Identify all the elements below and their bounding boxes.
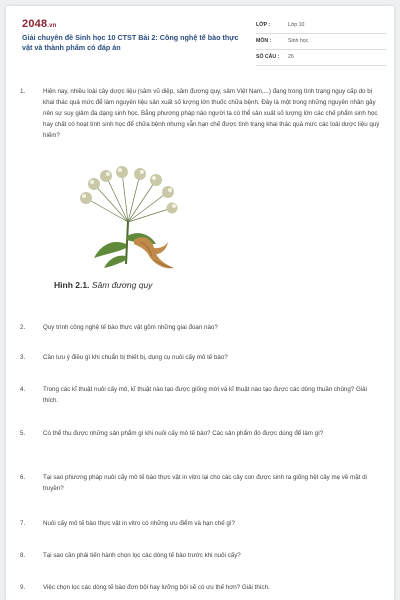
document-header: [6, 6, 394, 64]
logo-suffix: .vn: [47, 23, 57, 29]
meta-subject: [256, 34, 386, 50]
question-text: Hiện nay, nhiều loài cây dược liệu (sâm vũ diệp, sâm đương quy, sâm Việt Nam,...) đang trong tình trạng nguy cấp do bị khai thác quá mức để làm nguyên liệu sản xuất số lượng lớn thuốc chữa bệnh. Đây là một trong những nguyên nhân gây nên sự suy giảm đa dạng sinh học. Bằng phương pháp nào người ta có thể sản xuất số lượng lớn các chế phẩm sinh học hay chất có hoạt tính sinh học để chữa bệnh nhưng vẫn hạn chế được tình trạng khai thác quá mức các loài dược liệu quý hiếm?: [43, 88, 380, 139]
question-text: Tại sao phương pháp nuôi cấy mô tế bào thực vật in vitro lại cho các cây con được sinh ra giống hệt cây mẹ về mặt di truyền?: [43, 474, 367, 492]
site-logo[interactable]: [22, 18, 57, 30]
meta-count-value: 26: [288, 54, 294, 60]
question-number: 4.: [20, 386, 26, 393]
document-meta: [256, 18, 386, 66]
figure-caption-label: Hình 2.1.: [54, 280, 90, 290]
meta-count-label: SỐ CÂU :: [256, 54, 280, 60]
question-number: 7.: [20, 520, 26, 527]
figure-caption: [54, 280, 152, 290]
figure-caption-text: Sâm đương quy: [91, 280, 153, 290]
question-text: Trong các kĩ thuật nuôi cấy mô, kĩ thuật nào tạo được giống mới và kĩ thuật nào tạo được các dòng thuần chủng? Giải thích.: [43, 386, 367, 404]
angelica-plant-illustration: [64, 164, 194, 274]
question-text: Việc chọn lọc các dòng tế bào đơn bội hay lưỡng bội sẽ có ưu thế hơn? Giải thích.: [43, 584, 270, 591]
meta-grade-value: Lớp 10: [288, 22, 305, 28]
question-number: 5.: [20, 430, 26, 437]
question-text: Quy trình công nghệ tế bào thực vật gồm những giai đoạn nào?: [43, 324, 218, 331]
question-number: 2.: [20, 324, 26, 331]
question-text: Có thể thu được những sản phẩm gì khi nuôi cấy mô tế bào? Các sản phẩm đó được dùng để làm gì?: [43, 430, 324, 437]
question-number: 9.: [20, 584, 26, 591]
question-text: Tại sao cần phải tiến hành chọn lọc các dòng tế bào trước khi nuôi cấy?: [43, 552, 241, 559]
question-number: 1.: [20, 88, 26, 95]
question-text: Nuôi cấy mô tế bào thực vật in vitro có những ưu điểm và hạn chế gì?: [43, 520, 235, 527]
logo-text: 2048: [22, 18, 48, 30]
meta-question-count: [256, 50, 386, 66]
question-text: Cần lưu ý điều gì khi chuẩn bị thiết bị, dụng cụ nuôi cấy mô tế bào?: [43, 354, 228, 361]
meta-subject-value: Sinh học: [288, 38, 309, 44]
question-number: 6.: [20, 474, 26, 481]
document-page: [6, 6, 394, 600]
question-number: 8.: [20, 552, 26, 559]
document-title: Giải chuyên đề Sinh học 10 CTST Bài 2: Công nghệ tế bào thực vật và thành phẩm có đáp án: [22, 33, 239, 52]
question-number: 3.: [20, 354, 26, 361]
meta-grade: [256, 18, 386, 34]
meta-subject-label: MÔN :: [256, 38, 272, 44]
meta-grade-label: LỚP :: [256, 22, 271, 28]
